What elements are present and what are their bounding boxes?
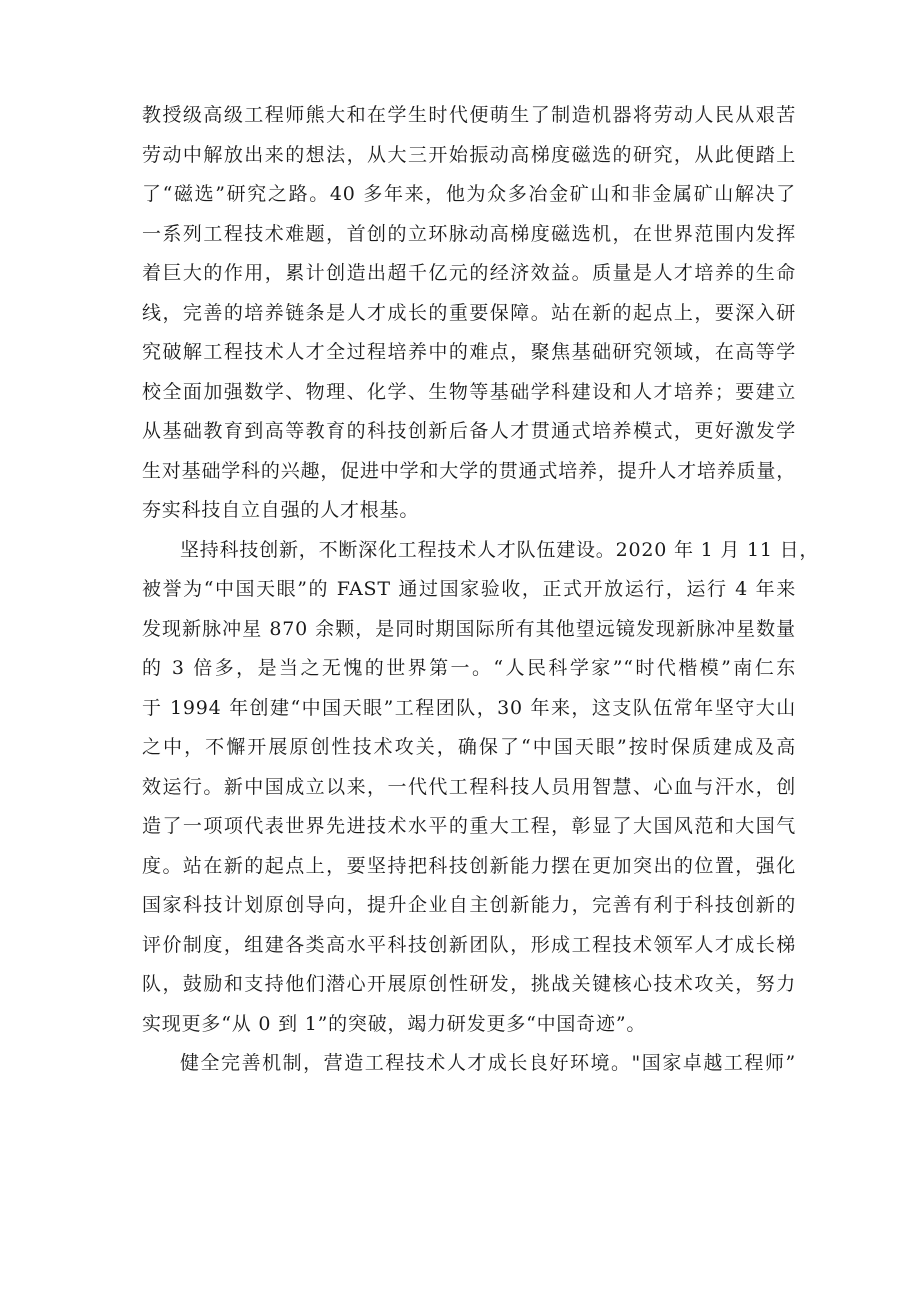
text-line: 一系列工程技术难题，首创的立环脉动高梯度磁选机，在世界范围内发挥: [142, 222, 796, 245]
text-line: 校全面加强数学、物理、化学、生物等基础学科建设和人才培养；要建立: [142, 380, 796, 403]
text-line: 劳动中解放出来的想法，从大三开始振动高梯度磁选的研究，从此便踏上: [142, 143, 796, 166]
text-line: 夯实科技自立自强的人才根基。: [142, 499, 420, 521]
text-line: 线，完善的培养链条是人才成长的重要保障。站在新的起点上，要深入研: [142, 301, 796, 324]
text-line: 坚持科技创新，不断深化工程技术人才队伍建设。2020 年 1 月 11 日，: [180, 538, 820, 561]
text-line: 造了一项项代表世界先进技术水平的重大工程，彰显了大国风范和大国气: [142, 815, 796, 837]
paragraph-2: [142, 531, 820, 1045]
text-line: 实现更多“从 0 到 1”的突破，竭力研发更多“中国奇迹”。: [142, 1012, 647, 1035]
text-line: 评价制度，组建各类高水平科技创新团队，形成工程技术领军人才成长梯: [142, 933, 796, 956]
text-line: 队，鼓励和支持他们潜心开展原创性研发，挑战关键核心技术攻关，努力: [142, 973, 796, 995]
paragraph-3: [142, 1044, 796, 1084]
text-line: 被誉为“中国天眼”的 FAST 通过国家验收，正式开放运行，运行 4 年来: [142, 578, 796, 600]
text-line: 之中，不懈开展原创性技术攻关，确保了“中国天眼”按时保质建成及高: [142, 736, 796, 758]
text-line: 着巨大的作用，累计创造出超千亿元的经济效益。质量是人才培养的生命: [142, 262, 796, 284]
text-line: 国家科技计划原创导向，提升企业自主创新能力，完善有利于科技创新的: [142, 894, 796, 916]
text-line: 发现新脉冲星 870 余颗，是同时期国际所有其他望远镜发现新脉冲星数量: [142, 617, 796, 640]
text-line: 究破解工程技术人才全过程培养中的难点，聚焦基础研究领域，在高等学: [142, 341, 796, 363]
text-line: 的 3 倍多，是当之无愧的世界第一。“人民科学家”“时代楷模”南仁东: [142, 657, 796, 679]
text-line: 生对基础学科的兴趣，促进中学和大学的贯通式培养，提升人才培养质量，: [142, 459, 796, 482]
text-line: 健全完善机制，营造工程技术人才成长良好环境。"国家卓越工程师”: [180, 1052, 796, 1074]
text-line: 于 1994 年创建“中国天眼”工程团队，30 年来，这支队伍常年坚守大山: [142, 696, 796, 719]
text-line: 度。站在新的起点上，要坚持把科技创新能力摆在更加突出的位置，强化: [142, 854, 796, 877]
document-body: [142, 96, 820, 1084]
text-line: 从基础教育到高等教育的科技创新后备人才贯通式培养模式，更好激发学: [142, 420, 796, 442]
paragraph-1: [142, 96, 796, 531]
text-line: 效运行。新中国成立以来，一代代工程科技人员用智慧、心血与汗水，创: [142, 775, 796, 798]
text-line: 教授级高级工程师熊大和在学生时代便萌生了制造机器将劳动人民从艰苦: [142, 104, 796, 126]
text-line: 了“磁选”研究之路。40 多年来，他为众多冶金矿山和非金属矿山解决了: [142, 183, 796, 205]
